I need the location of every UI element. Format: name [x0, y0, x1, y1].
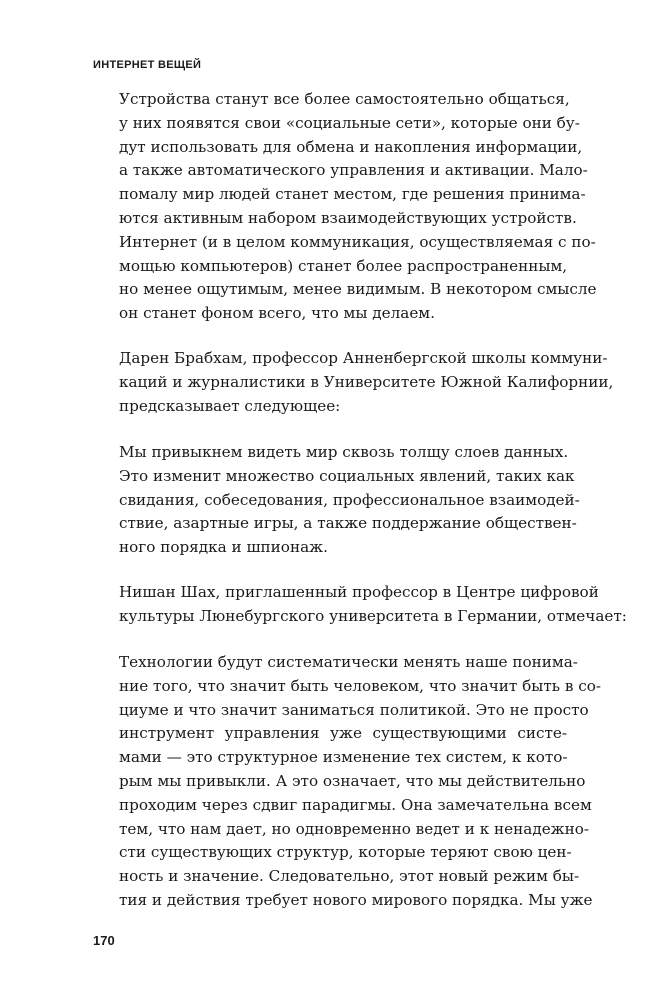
text-line: циуме и что значит заниматься политикой. Это не просто [119, 700, 589, 719]
text-line: Интернет (и в целом коммуникация, осуществляемая с по- [119, 232, 596, 251]
text-line: он станет фоном всего, что мы делаем. [119, 304, 435, 323]
page-number: 170 [93, 933, 115, 948]
paragraph-1 [119, 347, 614, 418]
text-line: рым мы привыкли. А это означает, что мы действительно [119, 771, 586, 790]
quote-block-1 [119, 88, 597, 326]
text-line: ние того, что значит быть человеком, что значит быть в со- [119, 676, 601, 695]
text-line: мами — это структурное изменение тех систем, к кото- [119, 748, 568, 767]
text-line: ствие, азартные игры, а также поддержание обществен- [119, 514, 577, 533]
text-line: Это изменит множество социальных явлений, таких как [119, 466, 575, 485]
text-line: инструмент управления уже существующими систе- [119, 724, 567, 743]
text-line: ность и значение. Следовательно, этот новый режим бы- [119, 867, 580, 886]
text-line: помалу мир людей станет местом, где решения принима- [119, 185, 586, 204]
text-line: предсказывает следующее: [119, 396, 341, 415]
text-line: Устройства станут все более самостоятельно общаться, [119, 90, 570, 108]
text-line: Дарен Брабхам, профессор Анненбергской школы коммуни- [119, 349, 608, 367]
paragraph-2 [119, 581, 627, 629]
text-line: сти существующих структур, которые теряют свою цен- [119, 843, 572, 862]
text-line: проходим через сдвиг парадигмы. Она замечательна всем [119, 795, 592, 814]
text-line: мощью компьютеров) станет более распространенным, [119, 256, 568, 275]
text-line: свидания, собеседования, профессиональное взаимодей- [119, 490, 580, 509]
text-line: Мы привыкнем видеть мир сквозь толщу слоев данных. [119, 443, 569, 461]
text-line: Технологии будут систематически менять наше понима- [119, 653, 578, 671]
text-line: у них появятся свои «социальные сети», которые они бу- [119, 113, 580, 132]
quote-block-2 [119, 441, 580, 560]
text-line: ются активным набором взаимодействующих устройств. [119, 208, 577, 227]
running-head: ИНТЕРНЕТ ВЕЩЕЙ [93, 59, 202, 71]
text-line: но менее ощутимым, менее видимым. В некотором смысле [119, 280, 597, 299]
text-line: а также автоматического управления и активации. Мало- [119, 161, 588, 180]
text-line: дут использовать для обмена и накопления информации, [119, 137, 583, 156]
text-line: культуры Люнебургского университета в Германии, отмечает: [119, 606, 627, 625]
text-line: тия и действия требует нового мирового порядка. Мы уже [119, 890, 593, 909]
text-line: каций и журналистики в Университете Южной Калифорнии, [119, 372, 614, 391]
text-line: ного порядка и шпионаж. [119, 538, 328, 557]
text-line: тем, что нам дает, но одновременно ведет и к ненадежно- [119, 819, 590, 838]
text-line: Нишан Шах, приглашенный профессор в Центре цифровой [119, 583, 599, 601]
quote-block-3 [119, 651, 601, 913]
